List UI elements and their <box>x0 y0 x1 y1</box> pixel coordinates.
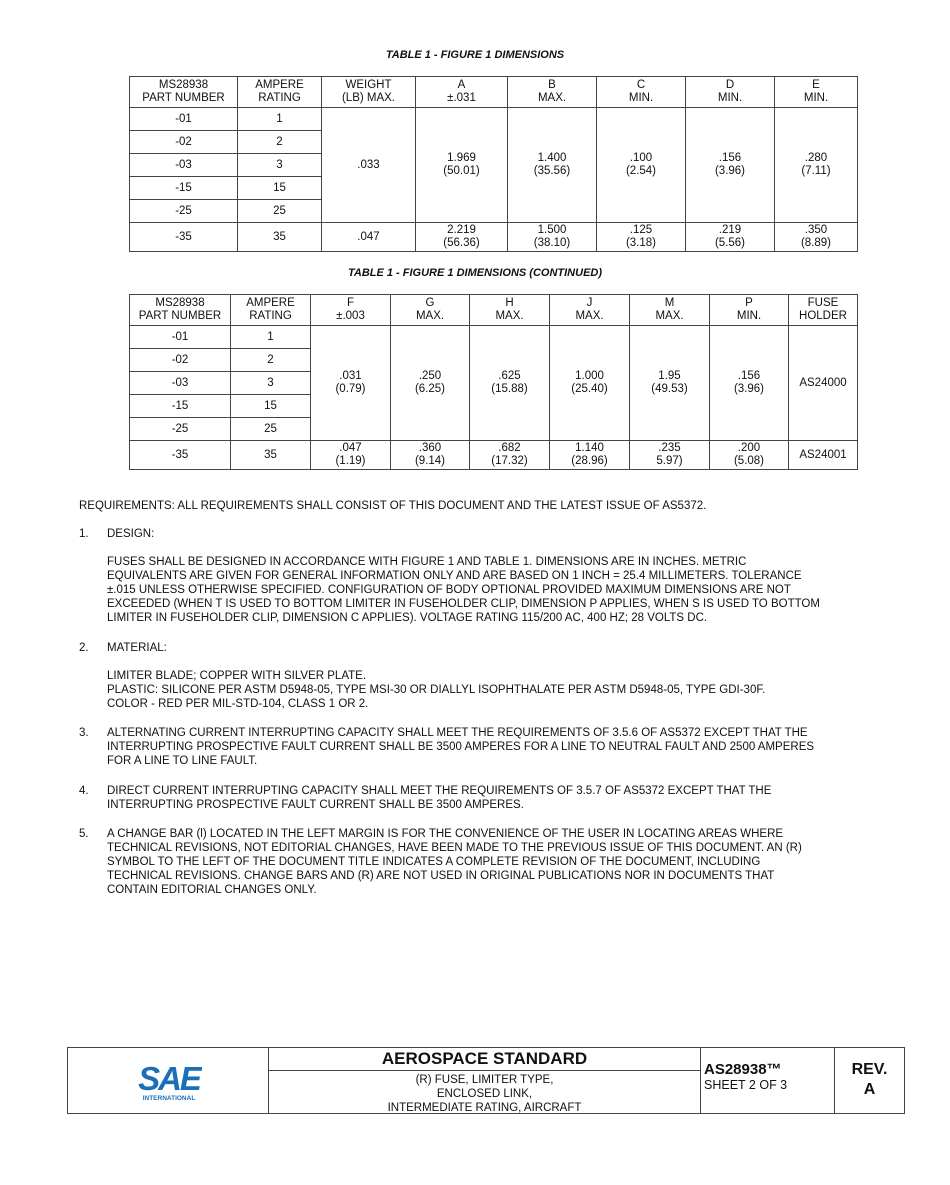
part-number-cell: -01 <box>130 108 238 131</box>
revision-value: A <box>863 1081 876 1098</box>
cell-line: (8.89) <box>800 237 832 249</box>
cell-line: .350 <box>804 224 828 236</box>
cell-line: 1.969 <box>447 152 476 164</box>
logo-cell <box>68 1048 269 1113</box>
text-line: SYMBOL TO THE LEFT OF THE DOCUMENT TITLE INDICATES A COMPLETE REVISION OF THE DOCUMENT, INCLUDING <box>107 856 761 868</box>
requirement-section <box>79 726 899 768</box>
cell-line: .280 <box>804 152 828 164</box>
cell-line: 2.219 <box>447 224 476 236</box>
text-line: DESIGN: <box>107 528 155 540</box>
dimension-cell: AS24001 <box>789 441 858 470</box>
dimension-cell <box>597 108 686 223</box>
dimensions-continued-table <box>129 294 858 470</box>
cell-line: H <box>505 297 514 309</box>
cell-line: .031 <box>339 370 362 382</box>
column-header <box>686 77 775 108</box>
cell-line: (3.18) <box>625 237 657 249</box>
cell-line: MS28938 <box>158 79 209 91</box>
section-body <box>107 784 899 812</box>
part-number-cell: -01 <box>130 326 231 349</box>
cell-line: .250 <box>418 370 442 382</box>
cell-line: FUSE <box>807 297 839 309</box>
requirement-section <box>79 784 899 812</box>
dimension-cell <box>391 326 470 441</box>
cell-line: PART NUMBER <box>142 92 225 104</box>
cell-line: F <box>346 297 355 309</box>
sae-logo <box>136 1060 202 1102</box>
cell-line: (15.88) <box>491 383 528 395</box>
cell-line: MIN. <box>628 92 654 104</box>
cell-line: MAX. <box>575 310 604 322</box>
part-number-cell: -35 <box>130 223 238 252</box>
table-row <box>130 223 858 252</box>
cell-line: MAX. <box>495 310 524 322</box>
cell-line: (LB) MAX. <box>341 92 396 104</box>
text-line: COLOR - RED PER MIL-STD-104, CLASS 1 OR 2. <box>107 698 369 710</box>
cell-line: .100 <box>629 152 653 164</box>
cell-line: RATING <box>249 310 292 322</box>
cell-line: 1.500 <box>537 224 567 236</box>
cell-line: J <box>586 297 593 309</box>
dimension-cell <box>391 441 470 470</box>
cell-line: ±.031 <box>447 92 476 104</box>
section-body <box>107 641 899 711</box>
cell-line: AMPERE <box>246 297 295 309</box>
table2-caption: TABLE 1 - FIGURE 1 DIMENSIONS (CONTINUED) <box>347 267 603 279</box>
dimension-cell <box>686 108 775 223</box>
dimension-cell <box>775 108 858 223</box>
subtitle-line: ENCLOSED LINK, <box>436 1088 533 1100</box>
requirements-statement: REQUIREMENTS: ALL REQUIREMENTS SHALL CONSIST OF THIS DOCUMENT AND THE LATEST ISSUE OF AS5372. <box>79 500 707 512</box>
part-number-cell: -15 <box>130 395 231 418</box>
cell-line: B <box>548 79 556 91</box>
part-number-cell: -02 <box>130 349 231 372</box>
cell-line: (6.25) <box>414 383 446 395</box>
header-row <box>130 77 858 108</box>
column-header <box>597 77 686 108</box>
logo-subtext: INTERNATIONAL <box>142 1095 196 1102</box>
column-header <box>789 295 858 326</box>
part-number-cell: -03 <box>130 154 238 177</box>
dimension-cell <box>775 223 858 252</box>
cell-line: .360 <box>418 442 442 454</box>
cell-line: MS28938 <box>155 297 205 309</box>
cell-line: .219 <box>718 224 742 236</box>
cell-line: A <box>457 79 466 91</box>
column-header <box>391 295 470 326</box>
cell-line: .047 <box>339 442 362 454</box>
rating-cell: 15 <box>238 177 322 200</box>
cell-line: AMPERE <box>255 79 304 91</box>
cell-line: (35.56) <box>533 165 571 177</box>
cell-line: (3.96) <box>733 383 765 395</box>
column-header <box>550 295 630 326</box>
section-body <box>107 726 899 768</box>
text-line: MATERIAL: <box>107 642 167 654</box>
cell-line: RATING <box>258 92 301 104</box>
rating-cell: 1 <box>238 108 322 131</box>
text-line: TECHNICAL REVISIONS. CHANGE BARS AND (R) ARE NOT USED IN ORIGINAL PUBLICATIONS NOR IN DOCUMENTS THAT <box>107 870 775 882</box>
cell-line: .156 <box>718 152 742 164</box>
sheet-number: SHEET 2 OF 3 <box>704 1078 788 1092</box>
column-header <box>470 295 550 326</box>
cell-line: MAX. <box>537 92 567 104</box>
dimension-cell: .047 <box>322 223 416 252</box>
table-row <box>130 326 858 349</box>
text-line: CONTAIN EDITORIAL CHANGES ONLY. <box>107 884 317 896</box>
rating-cell: 2 <box>231 349 311 372</box>
cell-line: (2.54) <box>625 165 657 177</box>
cell-line: (38.10) <box>533 237 571 249</box>
rating-cell: 25 <box>238 200 322 223</box>
dimension-cell <box>686 223 775 252</box>
column-header <box>508 77 597 108</box>
cell-line: WEIGHT <box>345 79 392 91</box>
table-row <box>130 441 858 470</box>
text-line: DIRECT CURRENT INTERRUPTING CAPACITY SHALL MEET THE REQUIREMENTS OF 3.5.7 OF AS5372 EXCEPT THAT THE <box>107 785 772 797</box>
dimension-cell <box>710 441 789 470</box>
cell-line: MAX. <box>655 310 684 322</box>
rating-cell: 25 <box>231 418 311 441</box>
document-number: AS28938™ <box>704 1061 782 1078</box>
section-body <box>107 527 899 625</box>
document-subtitle <box>269 1071 700 1115</box>
paragraph-gap <box>107 541 899 555</box>
cell-line: (5.08) <box>733 455 765 467</box>
cell-line: (7.11) <box>801 165 831 177</box>
subtitle-line: INTERMEDIATE RATING, AIRCRAFT <box>387 1102 582 1114</box>
cell-line: (5.56) <box>714 237 746 249</box>
part-number-cell: -35 <box>130 441 231 470</box>
cell-line: (25.40) <box>571 383 608 395</box>
cell-line: (50.01) <box>443 165 480 177</box>
header-row <box>130 295 858 326</box>
revision-cell <box>835 1048 904 1113</box>
cell-line: (3.96) <box>714 165 746 177</box>
cell-line: 1.140 <box>575 442 604 454</box>
cell-line: MIN. <box>717 92 743 104</box>
cell-line: .125 <box>629 224 653 236</box>
cell-line: (56.36) <box>443 237 480 249</box>
requirement-section <box>79 527 899 625</box>
column-header <box>130 295 231 326</box>
cell-line: MIN. <box>736 310 762 322</box>
column-header <box>775 77 858 108</box>
dimension-cell <box>508 108 597 223</box>
column-header <box>311 295 391 326</box>
part-number-cell: -02 <box>130 131 238 154</box>
cell-line: 1.400 <box>537 152 567 164</box>
rating-cell: 3 <box>238 154 322 177</box>
cell-line: C <box>636 79 646 91</box>
paragraph-gap <box>107 655 899 669</box>
dimension-cell: AS24000 <box>789 326 858 441</box>
dimension-cell <box>630 326 710 441</box>
text-line: LIMITER BLADE; COPPER WITH SILVER PLATE. <box>107 670 367 682</box>
text-line: ALTERNATING CURRENT INTERRUPTING CAPACITY SHALL MEET THE REQUIREMENTS OF 3.5.6 OF AS5372 EXCEPT THAT THE <box>107 727 808 739</box>
column-header <box>130 77 238 108</box>
cell-line: G <box>425 297 435 309</box>
title-block <box>67 1047 905 1114</box>
part-number-cell: -25 <box>130 418 231 441</box>
rating-cell: 15 <box>231 395 311 418</box>
table-row <box>130 108 858 131</box>
text-line: FOR A LINE TO LINE FAULT. <box>107 755 258 767</box>
cell-line: .156 <box>737 370 761 382</box>
text-line: TECHNICAL REVISIONS, NOT EDITORIAL CHANGES, HAVE BEEN MADE TO THE PREVIOUS ISSUE OF THIS DOCUMENT. AN (R) <box>107 842 802 854</box>
cell-line: E <box>812 79 820 91</box>
cell-line: (49.53) <box>651 383 688 395</box>
cell-line: (17.32) <box>491 455 528 467</box>
column-header <box>322 77 416 108</box>
rating-cell: 35 <box>238 223 322 252</box>
text-line: ±.015 UNLESS OTHERWISE SPECIFIED. CONFIGURATION OF BODY OPTIONAL PROVIDED MAXIMUM DIMENSIONS ARE NOT <box>107 584 791 596</box>
cell-line: .625 <box>498 370 521 382</box>
text-line: EXCEEDED (WHEN T IS USED TO BOTTOM LIMITER IN FUSEHOLDER CLIP, DIMENSION P APPLIES, WHEN S IS USED TO BOTTOM <box>107 598 820 610</box>
cell-line: 1.95 <box>658 370 681 382</box>
cell-line: (0.79) <box>335 383 366 395</box>
dimension-cell <box>311 326 391 441</box>
dimension-cell <box>508 223 597 252</box>
section-number: 5. <box>79 828 89 840</box>
section-number: 2. <box>79 642 89 654</box>
table1-caption: TABLE 1 - FIGURE 1 DIMENSIONS <box>385 49 565 61</box>
text-line: INTERRUPTING PROSPECTIVE FAULT CURRENT SHALL BE 3500 AMPERES. <box>107 799 524 811</box>
cell-line: M <box>664 297 675 309</box>
text-line: A CHANGE BAR (l) LOCATED IN THE LEFT MARGIN IS FOR THE CONVENIENCE OF THE USER IN LOCATING AREAS WHERE <box>107 828 784 840</box>
text-line: LIMITER IN FUSEHOLDER CLIP, DIMENSION C APPLIES). VOLTAGE RATING 115/200 AC, 400 HZ; 28 VOLTS DC. <box>107 612 708 624</box>
dimension-cell <box>470 441 550 470</box>
cell-line: PART NUMBER <box>138 310 222 322</box>
section-number: 1. <box>79 528 89 540</box>
text-line: FUSES SHALL BE DESIGNED IN ACCORDANCE WITH FIGURE 1 AND TABLE 1. DIMENSIONS ARE IN INCHES. METRIC <box>107 556 747 568</box>
standard-title: AEROSPACE STANDARD <box>269 1048 700 1071</box>
cell-line: 5.97) <box>656 455 683 467</box>
cell-line: (28.96) <box>571 455 608 467</box>
cell-line: (1.19) <box>335 455 366 467</box>
dimension-cell <box>470 326 550 441</box>
rating-cell: 2 <box>238 131 322 154</box>
part-number-cell: -25 <box>130 200 238 223</box>
section-body <box>107 827 899 897</box>
cell-line: HOLDER <box>799 310 847 322</box>
dimension-cell: .033 <box>322 108 416 223</box>
requirement-section <box>79 827 899 897</box>
section-number: 4. <box>79 785 89 797</box>
section-number: 3. <box>79 727 89 739</box>
dimension-cell <box>710 326 789 441</box>
dimensions-table <box>129 76 858 252</box>
revision-label: REV. <box>851 1061 888 1078</box>
cell-line: P <box>745 297 753 309</box>
column-header <box>630 295 710 326</box>
dimension-cell <box>550 326 630 441</box>
cell-line: .682 <box>498 442 521 454</box>
cell-line: MAX. <box>415 310 445 322</box>
text-line: EQUIVALENTS ARE GIVEN FOR GENERAL INFORMATION ONLY AND ARE BASED ON 1 INCH = 25.4 MILLIMETERS. TOLERANCE <box>107 570 802 582</box>
subtitle-line: (R) FUSE, LIMITER TYPE, <box>415 1074 554 1086</box>
standard-cell <box>269 1048 701 1113</box>
dimension-cell <box>550 441 630 470</box>
cell-line: 1.000 <box>575 370 604 382</box>
dimension-cell <box>416 108 508 223</box>
logo-text: SAE <box>138 1060 200 1097</box>
column-header <box>710 295 789 326</box>
dimension-cell <box>416 223 508 252</box>
dimension-cell <box>311 441 391 470</box>
dimension-cell <box>630 441 710 470</box>
document-number-cell <box>701 1048 835 1113</box>
rating-cell: 1 <box>231 326 311 349</box>
cell-line: D <box>725 79 735 91</box>
cell-line: ±.003 <box>336 310 365 322</box>
text-line: PLASTIC: SILICONE PER ASTM D5948-05, TYPE MSI-30 OR DIALLYL ISOPHTHALATE PER ASTM D5948-05, TYPE GDI-30F. <box>107 684 766 696</box>
column-header <box>231 295 311 326</box>
column-header <box>416 77 508 108</box>
text-line: INTERRUPTING PROSPECTIVE FAULT CURRENT SHALL BE 3500 AMPERES FOR A LINE TO NEUTRAL FAULT AND 2500 AMPERES <box>107 741 815 753</box>
part-number-cell: -03 <box>130 372 231 395</box>
dimension-cell <box>597 223 686 252</box>
cell-line: MIN. <box>803 92 829 104</box>
part-number-cell: -15 <box>130 177 238 200</box>
rating-cell: 35 <box>231 441 311 470</box>
cell-line: .235 <box>658 442 681 454</box>
requirement-section <box>79 641 899 711</box>
cell-line: (9.14) <box>414 455 446 467</box>
column-header <box>238 77 322 108</box>
cell-line: .200 <box>737 442 761 454</box>
rating-cell: 3 <box>231 372 311 395</box>
